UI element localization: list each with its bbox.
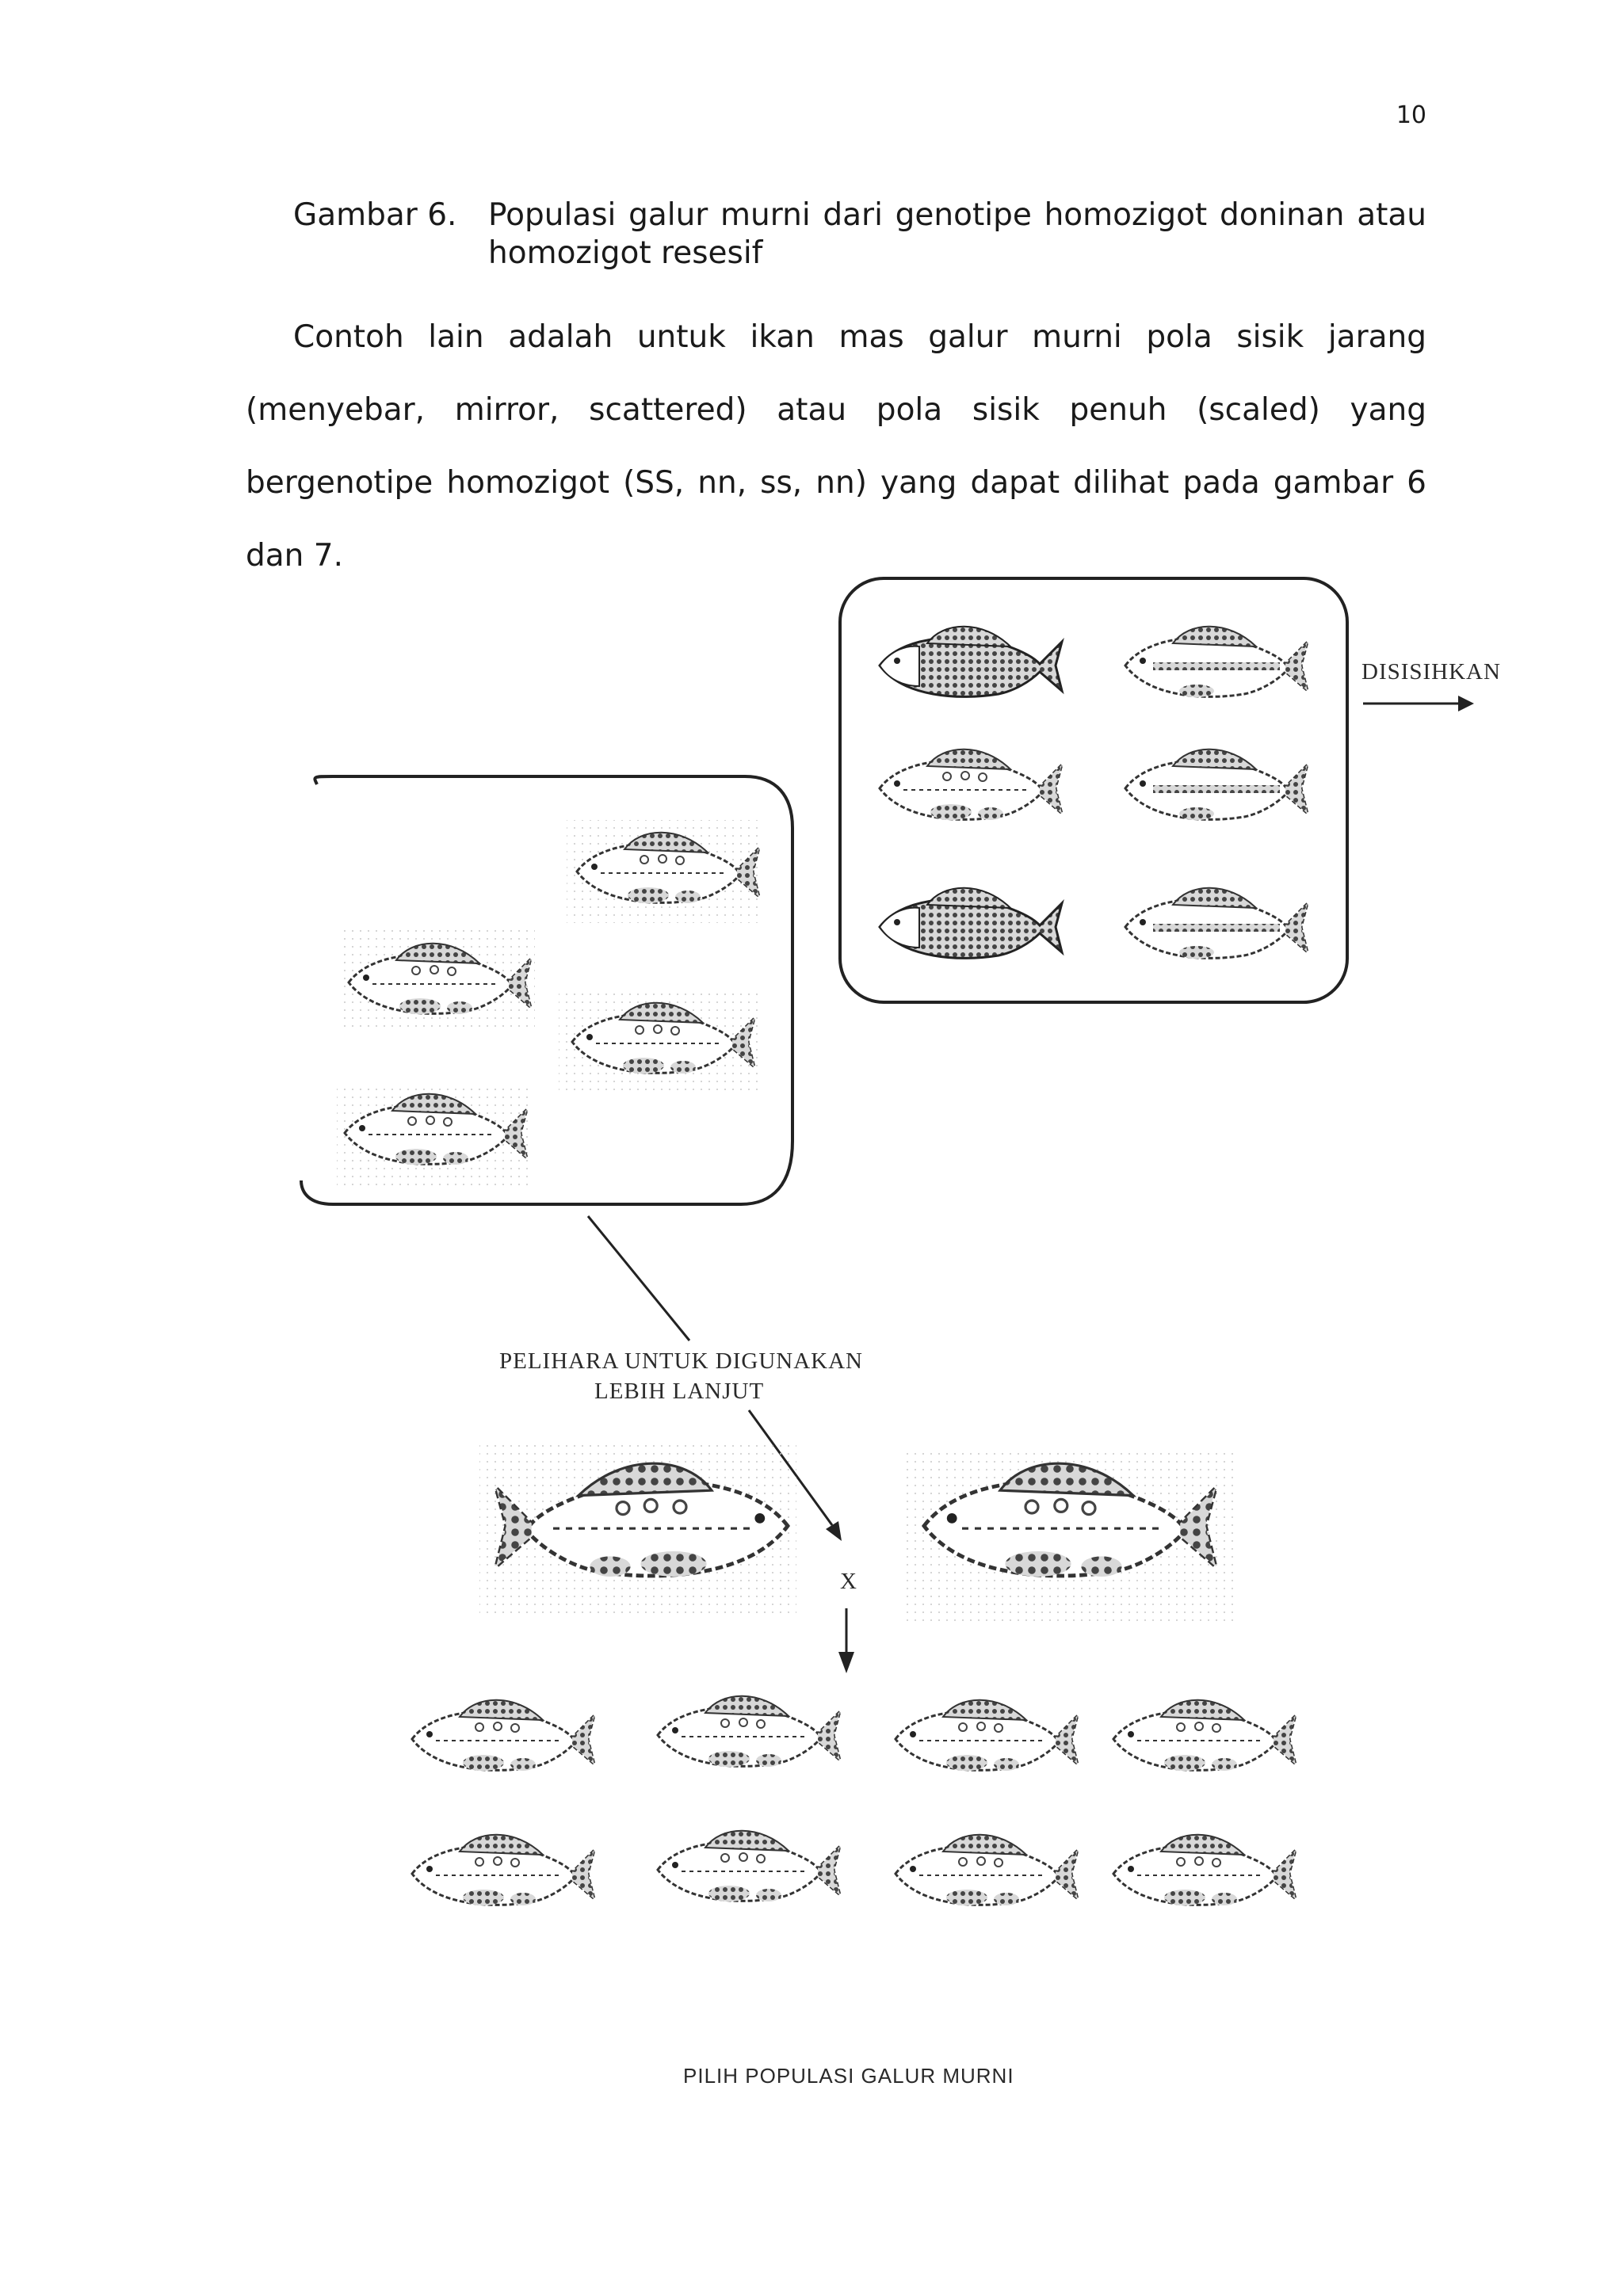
caption-label: Gambar 6. [293,197,457,233]
body-paragraph: Contoh lain adalah untuk ikan mas galur murni pola sisik jarang (menyebar, mirror, scattered) atau pola sisik penuh (scaled) yang bergenotipe homozigot (SS, nn, ss, nn) yang dapat dilihat pada gambar 6 dan 7. [246,319,1426,574]
connector-line [588,1216,689,1341]
fish-line [1125,627,1308,697]
offspring-fish [658,1831,840,1901]
label-keep-line2: LEBIH LANJUT [594,1379,765,1404]
caption-text: Populasi galur murni dari genotipe homozigot doninan atau homozigot resesif [488,197,1426,271]
offspring-fish [412,1700,594,1771]
offspring-fish [896,1835,1078,1905]
page-number: 10 [1396,101,1426,129]
fish-scaled [880,888,1062,959]
fish-line [1125,888,1308,959]
fish-line [1125,749,1308,820]
label-discard: DISISIHKAN [1361,659,1501,685]
fish-mirror [880,749,1062,820]
offspring-fish [1113,1700,1296,1771]
fish-scaled [880,627,1062,697]
offspring-fish [658,1696,840,1767]
label-select: PILIH POPULASI GALUR MURNI [683,2064,1014,2088]
offspring-fish [896,1700,1078,1771]
cross-symbol: X [840,1569,857,1594]
offspring-fish [412,1835,594,1905]
offspring-fish [1113,1835,1296,1905]
label-keep-line1: PELIHARA UNTUK DIGUNAKAN [499,1348,863,1374]
